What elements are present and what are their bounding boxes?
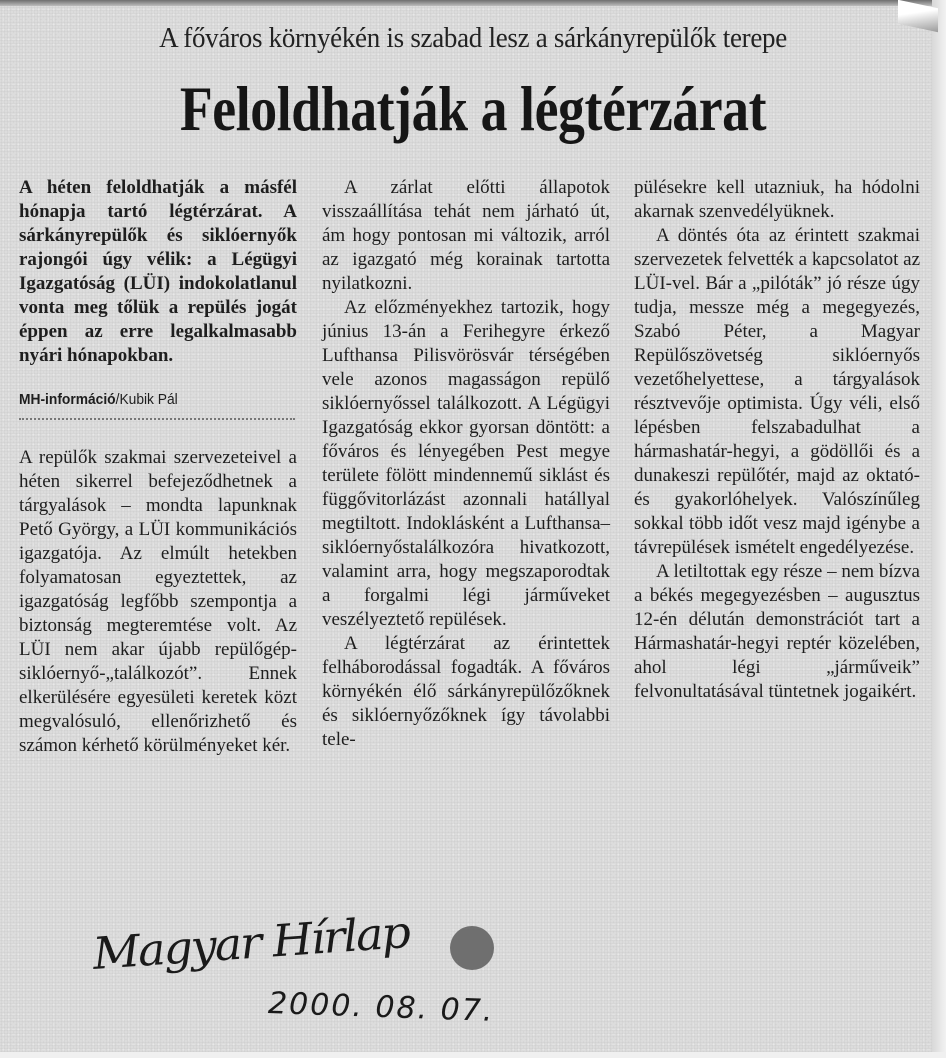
paragraph: pülésekre kell utazniuk, ha hódolni akarnak szenvedélyüknek.: [634, 177, 920, 222]
scan-bottom-edge: [0, 1052, 946, 1058]
scan-right-edge: [932, 0, 946, 1058]
article-headline: Feloldhatják a légtérzárat: [179, 73, 767, 144]
paragraph: A letiltottak egy része – nem bízva a békés megegyezésben – augusztus 12-én délután demonstrációt tart a Hármashatár-hegyi reptér közelében, ahol légi „járműveik” felvonultatásával tüntetnek jogaikért.: [634, 561, 920, 702]
column-3: [634, 176, 920, 704]
paragraph: A zárlat előtti állapotok visszaállítása tehát nem járható út, ám hogy pontosan mi változik, arról az igazgató még korainak tartotta nyilatkozni.: [322, 177, 610, 294]
handwritten-date: 2000. 08. 07.: [267, 986, 495, 1029]
byline: [19, 388, 275, 412]
column-1-body: [19, 446, 297, 758]
dotted-divider: [19, 418, 295, 420]
byline-source: MH-információ: [19, 391, 116, 408]
paragraph: A döntés óta az érintett szakmai szervezetek felvették a kapcsolatot az LÜI-vel. Bár a „pilóták” jó része úgy tudja, messze még a megegyezés, Szabó Péter, a Magyar Repülőszövetség siklóernyős vezetőhelyettese, a tárgyalások résztvevője optimista. Úgy véli, első lépésben felszabadulhat a hármashatár-hegyi, a gödöllői és a dunakeszi repülőtér, majd az oktató- és gyakorlóhelyek. Valószínűleg sokkal több időt vesz majd igénybe a távrepülések ismételt engedélyezése.: [634, 225, 920, 558]
paragraph: A repülők szakmai szervezeteivel a héten sikerrel befejeződhetnek a tárgyalások – mondta lapunknak Pető György, a LÜI kommunikációs igazgatója. Az elmúlt hetekben folyamatosan egyeztettek, az igazgatóság legfőbb szempontja a biztonság megteremtése volt. Az LÜI nem akar újabb repülőgép-siklóernyő-„találkozót”. Ennek elkerülésére egyesületi keretek közt megvalósuló, ellenőrizhető és számon kérhető körülményeket kér.: [19, 447, 297, 756]
column-2: [322, 176, 610, 752]
punch-hole-dot: [450, 926, 494, 970]
scan-top-edge: [0, 0, 946, 6]
paragraph: Az előzményekhez tartozik, hogy június 13-án a Ferihegyre érkező Lufthansa Pilisvörösvár térségében vele azonos magasságon repülő siklóernyőssel találkozott. A Légügyi Igazgatóság ekkor gyorsan döntött: a főváros és lényegében Pest megye területe fölött mindennemű siklást és függővitorlázást azonnali hatállyal megtiltott. Indoklásként a Lufthansa–siklóernyőstalálkozóra hivatkozott, valamint arra, hogy megszaporodtak a forgalmi légi járműveket veszélyeztető repülések.: [322, 297, 610, 630]
handwritten-source-note: Magyar Hírlap: [91, 907, 411, 980]
column-1: [19, 176, 297, 758]
byline-author: Kubik Pál: [119, 391, 178, 408]
byline-separator: /: [115, 391, 120, 408]
paragraph: A légtérzárat az érintettek felháborodással fogadták. A főváros környékén élő sárkányrepülőzőknek és siklóernyőzőknek így távolabbi tele-: [322, 633, 610, 750]
article-kicker: A főváros környékén is szabad lesz a sárkányrepülők terepe: [159, 22, 787, 54]
article-lead: A héten feloldhatják a másfél hónapja tartó légtérzárat. A sárkányrepülők és siklóernyők rajongói úgy vélik: a Légügyi Igazgatóság (LÜI) indokolatlanul vonta meg tőlük a repülés jogát éppen az erre legalkalmasabb nyári hónapokban.: [19, 177, 297, 366]
